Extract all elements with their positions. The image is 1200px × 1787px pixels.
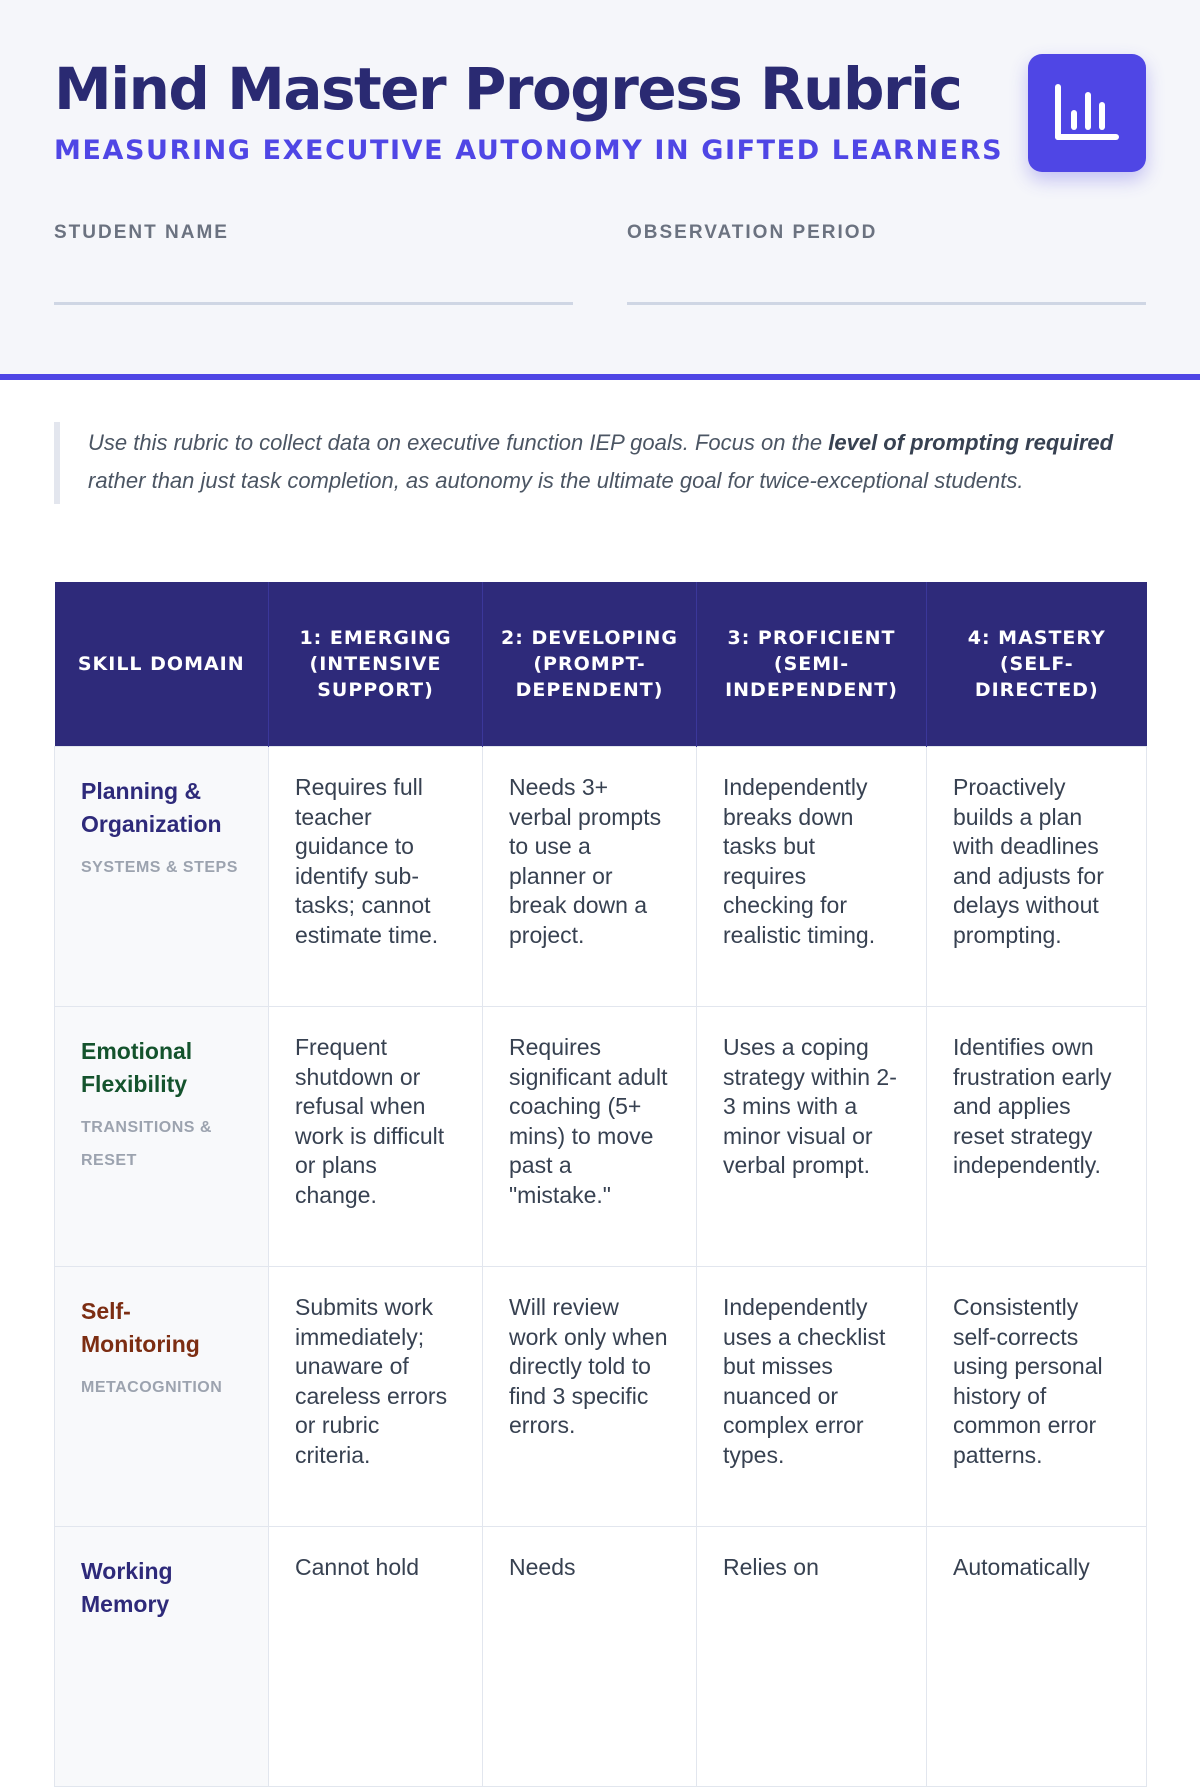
rubric-cell: Will review work only when directly told to find 3 specific errors. <box>483 1267 697 1527</box>
header-mastery: 4: MASTERY (SELF-DIRECTED) <box>927 582 1147 747</box>
instruction-note <box>54 422 1146 504</box>
rubric-cell: Requires significant adult coaching (5+ mins) to move past a "mistake." <box>483 1007 697 1267</box>
domain-cell <box>55 747 269 1007</box>
domain-name: Self-Monitoring <box>81 1298 200 1357</box>
rubric-cell: Submits work immediately; unaware of careless errors or rubric criteria. <box>269 1267 483 1527</box>
bar-chart-icon <box>1028 54 1146 172</box>
note-text-after: rather than just task completion, as autonomy is the ultimate goal for twice-exceptional students. <box>88 468 1024 493</box>
page-subtitle: MEASURING EXECUTIVE AUTONOMY IN GIFTED LEARNERS <box>54 134 1004 166</box>
domain-subtitle: TRANSITIONS & RESET <box>81 1119 212 1169</box>
header-developing: 2: DEVELOPING (PROMPT-DEPENDENT) <box>483 582 697 747</box>
observation-period-field[interactable] <box>627 222 1146 305</box>
domain-cell <box>55 1007 269 1267</box>
student-name-label: STUDENT NAME <box>54 221 229 243</box>
domain-name: Emotional Flexibility <box>81 1038 193 1097</box>
header-skill-domain: SKILL DOMAIN <box>55 582 269 747</box>
rubric-cell: Frequent shutdown or refusal when work is difficult or plans change. <box>269 1007 483 1267</box>
domain-cell <box>55 1527 269 1787</box>
table-row <box>55 1267 1147 1527</box>
domain-subtitle: METACOGNITION <box>81 1379 223 1396</box>
rubric-cell: Uses a coping strategy within 2-3 mins with a minor visual or verbal prompt. <box>697 1007 927 1267</box>
header-emerging: 1: EMERGING (INTENSIVE SUPPORT) <box>269 582 483 747</box>
rubric-cell: Consistently self-corrects using personal history of common error patterns. <box>927 1267 1147 1527</box>
note-emphasis: level of prompting required <box>828 430 1114 455</box>
student-name-line[interactable] <box>54 302 573 305</box>
table-row <box>55 1527 1147 1787</box>
domain-subtitle: SYSTEMS & STEPS <box>81 859 238 876</box>
observation-period-label: OBSERVATION PERIOD <box>627 221 878 243</box>
rubric-table <box>54 582 1147 1787</box>
domain-cell <box>55 1267 269 1527</box>
rubric-cell: Independently uses a checklist but misses nuanced or complex error types. <box>697 1267 927 1527</box>
table-row <box>55 747 1147 1007</box>
table-header-row <box>55 582 1147 747</box>
rubric-cell: Needs 3+ verbal prompts to use a planner or break down a project. <box>483 747 697 1007</box>
rubric-cell: Needs <box>483 1527 697 1787</box>
page-title: Mind Master Progress Rubric <box>54 55 962 123</box>
rubric-cell: Relies on <box>697 1527 927 1787</box>
header-proficient: 3: PROFICIENT (SEMI-INDEPENDENT) <box>697 582 927 747</box>
rubric-cell: Identifies own frustration early and applies reset strategy independently. <box>927 1007 1147 1267</box>
student-info-fields <box>54 222 1146 305</box>
domain-name: Planning & Organization <box>81 778 222 837</box>
rubric-cell: Requires full teacher guidance to identify sub-tasks; cannot estimate time. <box>269 747 483 1007</box>
rubric-cell: Independently breaks down tasks but requires checking for realistic timing. <box>697 747 927 1007</box>
observation-period-line[interactable] <box>627 302 1146 305</box>
rubric-cell: Proactively builds a plan with deadlines and adjusts for delays without prompting. <box>927 747 1147 1007</box>
table-row <box>55 1007 1147 1267</box>
rubric-cell: Cannot hold <box>269 1527 483 1787</box>
student-name-field[interactable] <box>54 222 573 305</box>
header-divider <box>0 374 1200 380</box>
page-header <box>0 0 1200 380</box>
note-text-before: Use this rubric to collect data on executive function IEP goals. Focus on the <box>88 430 829 455</box>
rubric-cell: Automatically <box>927 1527 1147 1787</box>
domain-name: Working Memory <box>81 1558 173 1617</box>
